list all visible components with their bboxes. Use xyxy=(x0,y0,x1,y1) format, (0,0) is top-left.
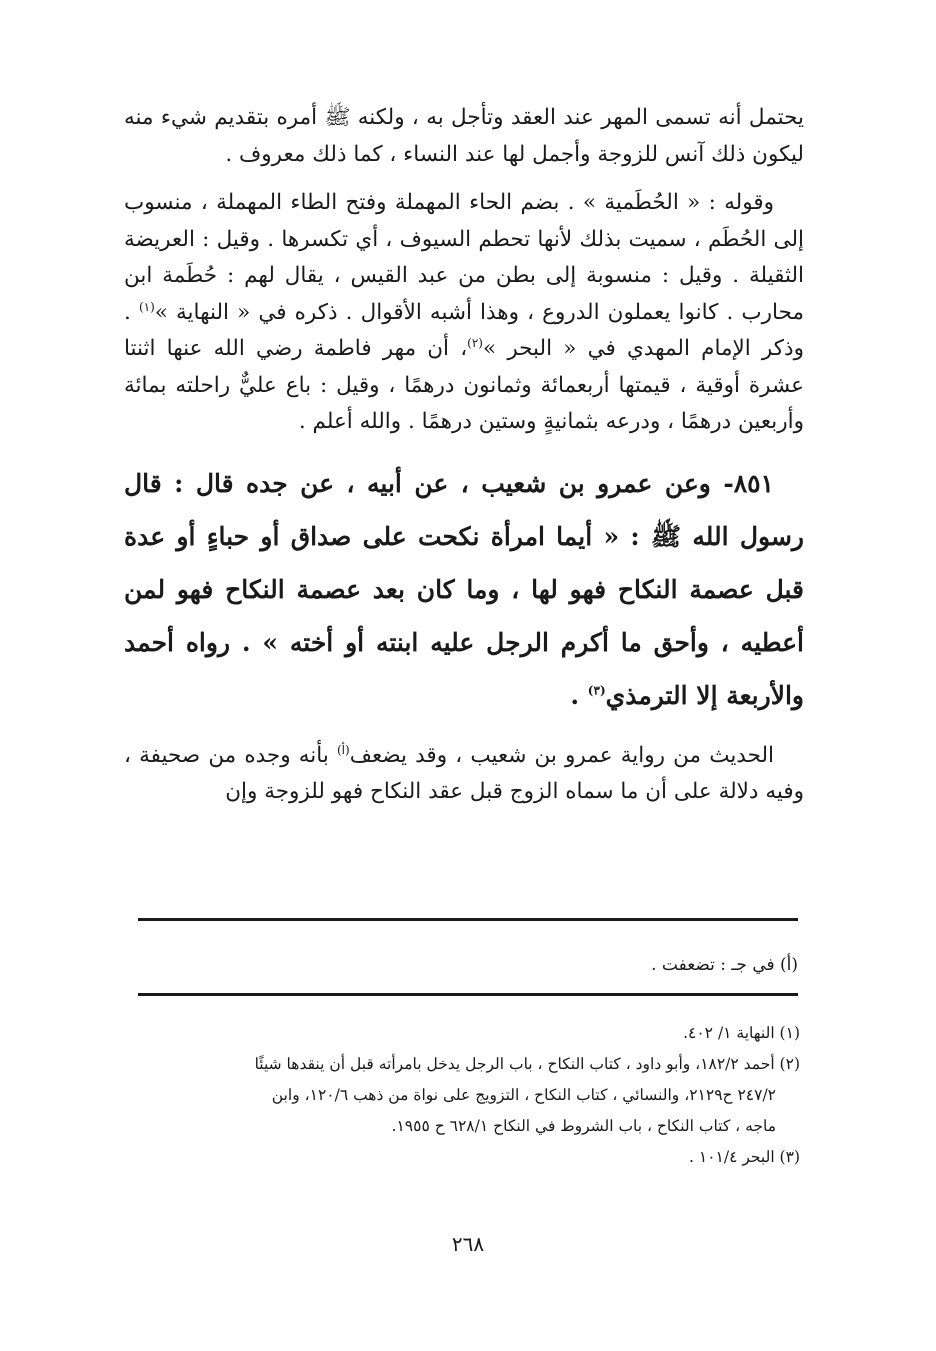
paragraph-text: وقوله : « الحُطَمية » . بضم الحاء المهملة وفتح الطاء المهملة ، منسوب إلى الحُطَم ، سميت بذلك لأنها تحطم السيوف ، أي تكسرها . وقيل : العريضة الثقيلة . وقيل : منسوبة إلى بطن من عبد القيس ، يقال لهم : حُطَمة ابن محارب . كانوا يعملون الدروع ، وهذا أشبه الأقوال . ذكره في « النهاية » xyxy=(124,190,805,325)
hadith-text: . xyxy=(570,680,588,710)
paragraph-text: بأنه وجده من صحيفة ، وفيه دلالة على أن ما سماه الزوج قبل عقد النكاح فهو للزوجة وإن xyxy=(124,742,804,804)
hadith-851 xyxy=(124,457,804,722)
paragraph-text: ، أن مهر فاطمة رضي الله عنها اثنتا عشرة أوقية ، قيمتها أربعمائة وثمانون درهمًا ، وقيل : باع عليٌّ راحلته بمائة وأربعين درهمًا ، ودرعه بثمانيةٍ وستين درهمًا . والله أعلم . xyxy=(124,336,804,434)
paragraph-commentary-1 xyxy=(124,100,804,173)
separator-rule-bottom xyxy=(138,993,798,996)
paragraph-text: الحديث من رواية عمرو بن شعيب ، وقد يضعف xyxy=(349,742,774,768)
footnote-2-continued: ماجه ، كتاب النكاح ، باب الشروط في النكاح ٦٢٨/١ ح ١٩٥٥. xyxy=(391,1117,776,1135)
footnote-ref-2[interactable]: (٢) xyxy=(467,335,483,350)
paragraph-commentary-2 xyxy=(124,185,804,441)
paragraph-commentary-3 xyxy=(124,738,804,811)
editor-note: (أ) في جـ : تضعفت . xyxy=(651,955,798,975)
main-text xyxy=(124,100,804,823)
footnote-3: (٣) البحر ١٠١/٤ . xyxy=(689,1148,800,1166)
separator-rule-top xyxy=(138,918,798,921)
paragraph-text: يحتمل أنه تسمى المهر عند العقد وتأجل به ، ولكنه ﷺ أمره بتقديم شيء منه ليكون ذلك آنس للزوجة وأجمل لها عند النساء ، كما ذلك معروف . xyxy=(124,105,804,167)
footnote-ref-1[interactable]: (١) xyxy=(138,299,155,314)
footnote-ref-3[interactable]: (٣) xyxy=(587,683,606,698)
footnote-2: (٢) أحمد ١٨٢/٢، وأبو داود ، كتاب النكاح ، باب الرجل يدخل بامرأته قبل أن ينقدها شيئًا xyxy=(254,1055,800,1073)
footnote-1: (١) النهاية ١/ ٤٠٢. xyxy=(683,1024,800,1042)
editor-note-ref-a[interactable]: (أ) xyxy=(337,742,350,757)
footnote-2-continued: ٢٤٧/٢ ح٢١٢٩، والنسائي ، كتاب النكاح ، التزويج على نواة من ذهب ١٢٠/٦، وابن xyxy=(271,1086,776,1104)
footnotes xyxy=(130,1018,800,1173)
hadith-text: ٨٥١- وعن عمرو بن شعيب ، عن أبيه ، عن جده قال : قال رسول الله ﷺ : « أيما امرأة نكحت على صداق أو حباءٍ أو عدة قبل عصمة النكاح فهو لها ، وما كان بعد عصمة النكاح فهو لمن أعطيه ، وأحق ما أكرم الرجل عليه ابنته أو أخته » . رواه أحمد والأربعة إلا الترمذي xyxy=(124,468,804,710)
page-number: ٢٦٨ xyxy=(451,1232,485,1256)
paragraph-text: . وذكر الإمام المهدي في « البحر » xyxy=(124,299,804,361)
